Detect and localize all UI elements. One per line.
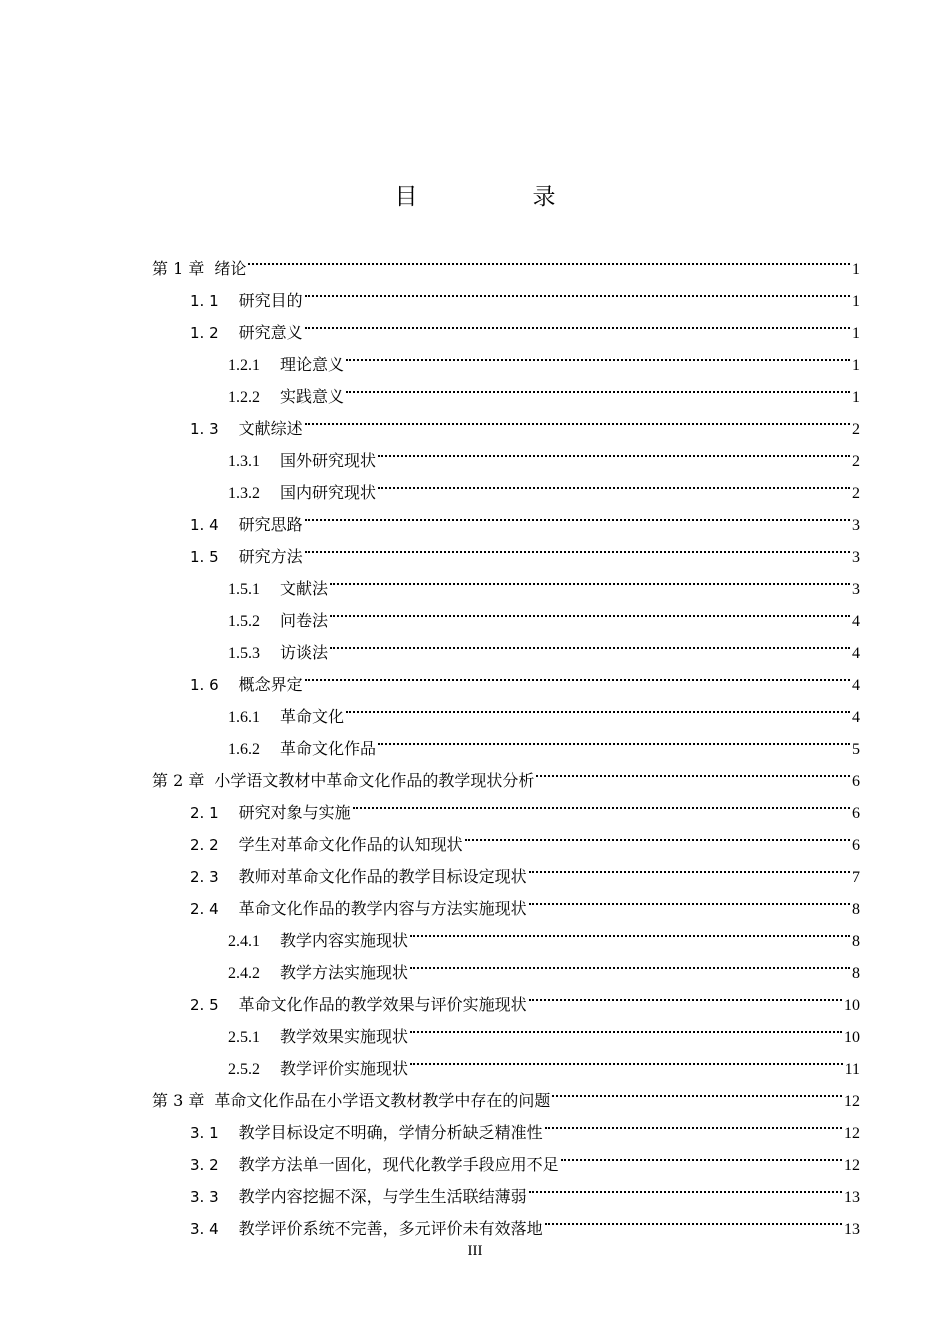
table-of-contents <box>152 242 860 1238</box>
toc-entry-number: 第 2 章 <box>152 771 205 790</box>
toc-entry-page: 12 <box>844 1093 860 1110</box>
toc-entry-number: 3. 4 <box>190 1220 219 1238</box>
toc-dot-leader <box>248 242 850 274</box>
toc-entry-page: 1 <box>852 261 860 278</box>
toc-entry-number: 3. 2 <box>190 1156 219 1174</box>
toc-entry-title: 国内研究现状 <box>280 483 377 502</box>
toc-entry-title: 教学内容实施现状 <box>280 931 409 950</box>
toc-dot-leader <box>305 658 850 690</box>
toc-entry-title: 问卷法 <box>280 611 329 630</box>
toc-entry-number: 1. 1 <box>190 292 219 310</box>
toc-entry-title: 教学目标设定不明确，学情分析缺乏精准性 <box>238 1123 543 1142</box>
toc-entry-page: 8 <box>852 965 860 982</box>
toc-dot-leader <box>353 786 850 818</box>
toc-entry-title: 绪论 <box>214 259 247 278</box>
toc-dot-leader <box>346 338 850 370</box>
toc-entry-title: 文献法 <box>280 579 329 598</box>
toc-dot-leader <box>410 946 850 978</box>
toc-entry-title: 教学评价系统不完善，多元评价未有效落地 <box>238 1219 543 1238</box>
toc-entry-number: 2. 1 <box>190 804 219 822</box>
toc-entry-title: 教师对革命文化作品的教学目标设定现状 <box>238 867 527 886</box>
toc-entry-title: 研究对象与实施 <box>238 803 351 822</box>
toc-entry-page: 1 <box>852 293 860 310</box>
toc-entry-number: 2.4.2 <box>228 965 260 982</box>
toc-entry-title: 理论意义 <box>280 355 345 374</box>
toc-entry-title: 小学语文教材中革命文化作品的教学现状分析 <box>214 771 535 790</box>
toc-dot-leader <box>529 882 850 914</box>
toc-entry-number: 1.6.2 <box>228 741 260 758</box>
toc-entry-title: 教学方法实施现状 <box>280 963 409 982</box>
toc-entry-page: 3 <box>852 549 860 566</box>
toc-entry-number: 2. 2 <box>190 836 219 854</box>
toc-entry-number: 1. 3 <box>190 420 219 438</box>
toc-entry-title: 国外研究现状 <box>280 451 377 470</box>
toc-entry-page: 8 <box>852 933 860 950</box>
toc-dot-leader <box>378 466 850 498</box>
toc-entry-page: 1 <box>852 357 860 374</box>
toc-entry-title: 文献综述 <box>238 419 303 438</box>
toc-entry-title: 概念界定 <box>238 675 303 694</box>
toc-entry-number: 3. 3 <box>190 1188 219 1206</box>
toc-entry-title: 革命文化作品的教学内容与方法实施现状 <box>238 899 527 918</box>
toc-dot-leader <box>305 306 850 338</box>
toc-dot-leader <box>305 530 850 562</box>
toc-dot-leader <box>346 690 850 722</box>
toc-entry-number: 2. 4 <box>190 900 219 918</box>
toc-entry-title: 研究思路 <box>238 515 303 534</box>
toc-entry-number: 1. 4 <box>190 516 219 534</box>
toc-entry-title: 实践意义 <box>280 387 345 406</box>
toc-entry-title: 教学内容挖掘不深，与学生生活联结薄弱 <box>238 1187 527 1206</box>
toc-dot-leader <box>305 498 850 530</box>
toc-dot-leader <box>465 818 850 850</box>
toc-entry-title: 教学方法单一固化，现代化教学手段应用不足 <box>238 1155 559 1174</box>
toc-entry-number: 第 1 章 <box>152 259 205 278</box>
page-title: 目 录 <box>394 184 602 210</box>
toc-dot-leader <box>536 754 850 786</box>
toc-dot-leader <box>378 434 850 466</box>
toc-entry-page: 13 <box>844 1189 860 1206</box>
toc-entry-page: 12 <box>844 1157 860 1174</box>
toc-entry-number: 1. 5 <box>190 548 219 566</box>
toc-entry-number: 1.6.1 <box>228 709 260 726</box>
toc-entry-page: 7 <box>852 869 860 886</box>
toc-entry-number: 1.2.1 <box>228 357 260 374</box>
toc-entry-title: 访谈法 <box>280 643 329 662</box>
toc-entry-title: 研究方法 <box>238 547 303 566</box>
toc-entry-number: 1. 2 <box>190 324 219 342</box>
toc-dot-leader <box>529 1170 842 1202</box>
toc-entry-title: 革命文化作品在小学语文教材教学中存在的问题 <box>214 1091 551 1110</box>
toc-entry-number: 1. 6 <box>190 676 219 694</box>
toc-entry-title: 教学评价实施现状 <box>280 1059 409 1078</box>
toc-entry-page: 6 <box>852 773 860 790</box>
toc-entry-page: 5 <box>852 741 860 758</box>
toc-entry-number: 第 3 章 <box>152 1091 205 1110</box>
toc-dot-leader <box>545 1106 842 1138</box>
toc-dot-leader <box>410 1010 842 1042</box>
toc-entry-page: 2 <box>852 421 860 438</box>
toc-section-entry[interactable] <box>152 274 860 310</box>
toc-entry-page: 3 <box>852 517 860 534</box>
toc-entry-number: 2.4.1 <box>228 933 260 950</box>
toc-entry-page: 11 <box>844 1061 860 1078</box>
toc-entry-page: 8 <box>852 901 860 918</box>
toc-entry-number: 1.3.1 <box>228 453 260 470</box>
toc-entry-page: 2 <box>852 485 860 502</box>
toc-dot-leader <box>410 914 850 946</box>
toc-chapter-entry[interactable] <box>152 242 860 278</box>
toc-entry-number: 2. 3 <box>190 868 219 886</box>
toc-dot-leader <box>305 274 850 306</box>
toc-entry-number: 3. 1 <box>190 1124 219 1142</box>
toc-entry-title: 革命文化作品 <box>280 739 377 758</box>
toc-entry-page: 3 <box>852 581 860 598</box>
toc-dot-leader <box>346 370 850 402</box>
toc-entry-title: 学生对革命文化作品的认知现状 <box>238 835 463 854</box>
toc-entry-number: 1.3.2 <box>228 485 260 502</box>
toc-entry-page: 4 <box>852 709 860 726</box>
toc-entry-page: 1 <box>852 325 860 342</box>
toc-entry-number: 1.5.3 <box>228 645 260 662</box>
toc-entry-page: 10 <box>844 1029 860 1046</box>
toc-dot-leader <box>529 978 842 1010</box>
toc-entry-title: 革命文化 <box>280 707 345 726</box>
toc-dot-leader <box>330 562 850 594</box>
toc-entry-page: 4 <box>852 677 860 694</box>
toc-entry-page: 13 <box>844 1221 860 1238</box>
toc-dot-leader <box>330 594 850 626</box>
toc-entry-page: 12 <box>844 1125 860 1142</box>
toc-entry-page: 10 <box>844 997 860 1014</box>
toc-entry-title: 革命文化作品的教学效果与评价实施现状 <box>238 995 527 1014</box>
toc-dot-leader <box>545 1202 842 1234</box>
toc-entry-page: 4 <box>852 645 860 662</box>
toc-entry-title: 研究目的 <box>238 291 303 310</box>
toc-entry-page: 1 <box>852 389 860 406</box>
toc-entry-number: 2.5.2 <box>228 1061 260 1078</box>
toc-entry-title: 研究意义 <box>238 323 303 342</box>
toc-dot-leader <box>378 722 850 754</box>
toc-entry-number: 1.5.2 <box>228 613 260 630</box>
toc-entry-number: 1.5.1 <box>228 581 260 598</box>
toc-dot-leader <box>305 402 850 434</box>
toc-entry-number: 1.2.2 <box>228 389 260 406</box>
toc-entry-page: 4 <box>852 613 860 630</box>
toc-dot-leader <box>552 1074 842 1106</box>
toc-dot-leader <box>330 626 850 658</box>
toc-dot-leader <box>561 1138 842 1170</box>
toc-entry-page: 6 <box>852 805 860 822</box>
toc-entry-number: 2.5.1 <box>228 1029 260 1046</box>
toc-dot-leader <box>529 850 850 882</box>
toc-dot-leader <box>410 1042 843 1074</box>
toc-entry-number: 2. 5 <box>190 996 219 1014</box>
page-number: III <box>467 1243 483 1259</box>
toc-entry-page: 6 <box>852 837 860 854</box>
toc-entry-page: 2 <box>852 453 860 470</box>
toc-entry-title: 教学效果实施现状 <box>280 1027 409 1046</box>
